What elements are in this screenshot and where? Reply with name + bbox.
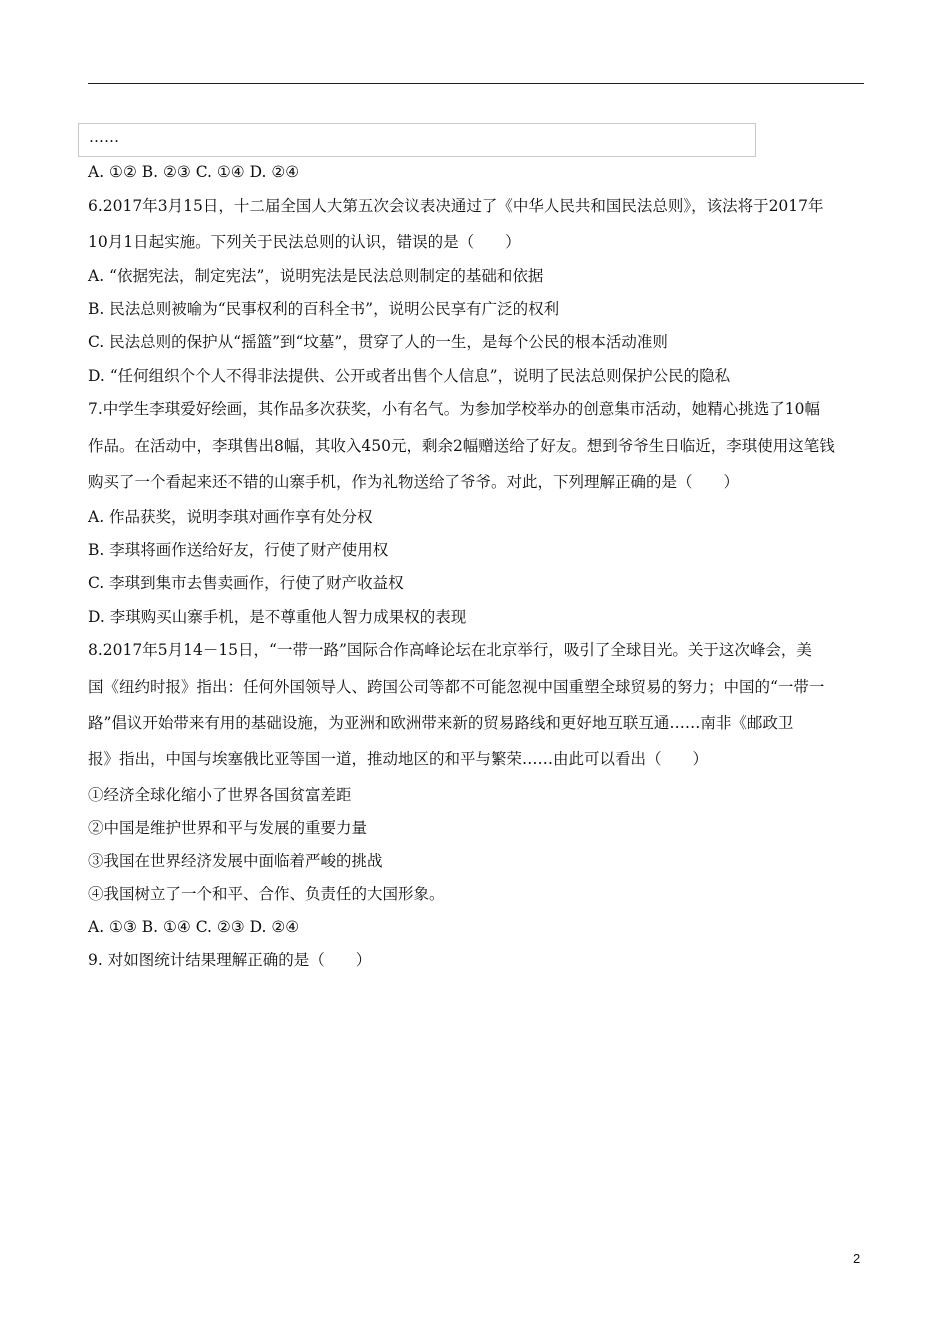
excerpt-ellipsis: ……	[89, 128, 119, 146]
q7-stem-line2: 作品。在活动中，李琪售出8幅，其收入450元，剩余2幅赠送给了好友。想到爷爷生日临近，李琪使用这笔钱	[88, 437, 835, 455]
q5-options: A. ①② B. ②③ C. ①④ D. ②④	[88, 163, 300, 181]
q7-option-c: C. 李琪到集市去售卖画作，行使了财产收益权	[88, 574, 404, 592]
q8-statement-3: ③我国在世界经济发展中面临着严峻的挑战	[88, 852, 383, 870]
q8-stem-line2: 国《纽约时报》指出：任何外国领导人、跨国公司等都不可能忽视中国重塑全球贸易的努力；中国的“一带一	[88, 678, 825, 696]
q7-option-d: D. 李琪购买山寨手机，是不尊重他人智力成果权的表现	[88, 608, 467, 626]
q6-option-b: B. 民法总则被喻为“民事权利的百科全书”，说明公民享有广泛的权利	[88, 300, 560, 318]
q6-stem-line2: 10月1日起实施。下列关于民法总则的认识，错误的是（ ）	[88, 233, 521, 251]
q7-option-b: B. 李琪将画作送给好友，行使了财产使用权	[88, 541, 389, 559]
q8-stem-line4: 报》指出，中国与埃塞俄比亚等国一道，推动地区的和平与繁荣……由此可以看出（ ）	[88, 750, 709, 768]
q7-option-a: A. 作品获奖，说明李琪对画作享有处分权	[88, 508, 373, 526]
q8-statement-1: ①经济全球化缩小了世界各国贫富差距	[88, 786, 352, 804]
q7-stem-line3: 购买了一个看起来还不错的山寨手机，作为礼物送给了爷爷。对此，下列理解正确的是（ ）	[88, 473, 740, 491]
excerpt-box	[78, 123, 756, 157]
q6-option-a: A. “依据宪法，制定宪法”，说明宪法是民法总则制定的基础和依据	[88, 267, 544, 285]
q8-statement-2: ②中国是维护世界和平与发展的重要力量	[88, 819, 368, 837]
q8-statement-4: ④我国树立了一个和平、合作、负责任的大国形象。	[88, 885, 445, 903]
q6-option-d: D. “任何组织个个人不得非法提供、公开或者出售个人信息”，说明了民法总则保护公民的隐私	[88, 367, 731, 385]
header-rule	[88, 83, 864, 84]
q7-stem-line1: 7.中学生李琪爱好绘画，其作品多次获奖，小有名气。为参加学校举办的创意集市活动，她精心挑选了10幅	[88, 400, 821, 418]
q8-stem-line3: 路”倡议开始带来有用的基础设施，为亚洲和欧洲带来新的贸易路线和更好地互联互通……南非《邮政卫	[88, 714, 794, 732]
q9-stem: 9. 对如图统计结果理解正确的是（ ）	[88, 951, 372, 969]
q6-option-c: C. 民法总则的保护从“摇篮”到“坟墓”，贯穿了人的一生，是每个公民的根本活动准则	[88, 333, 668, 351]
q6-stem-line1: 6.2017年3月15日，十二届全国人大第五次会议表决通过了《中华人民共和国民法总则》，该法将于2017年	[88, 197, 824, 215]
q8-options: A. ①③ B. ①④ C. ②③ D. ②④	[88, 918, 300, 936]
page-number: 2	[853, 1251, 861, 1266]
q8-stem-line1: 8.2017年5月14－15日，“一带一路”国际合作高峰论坛在北京举行，吸引了全球目光。关于这次峰会，美	[88, 641, 812, 659]
